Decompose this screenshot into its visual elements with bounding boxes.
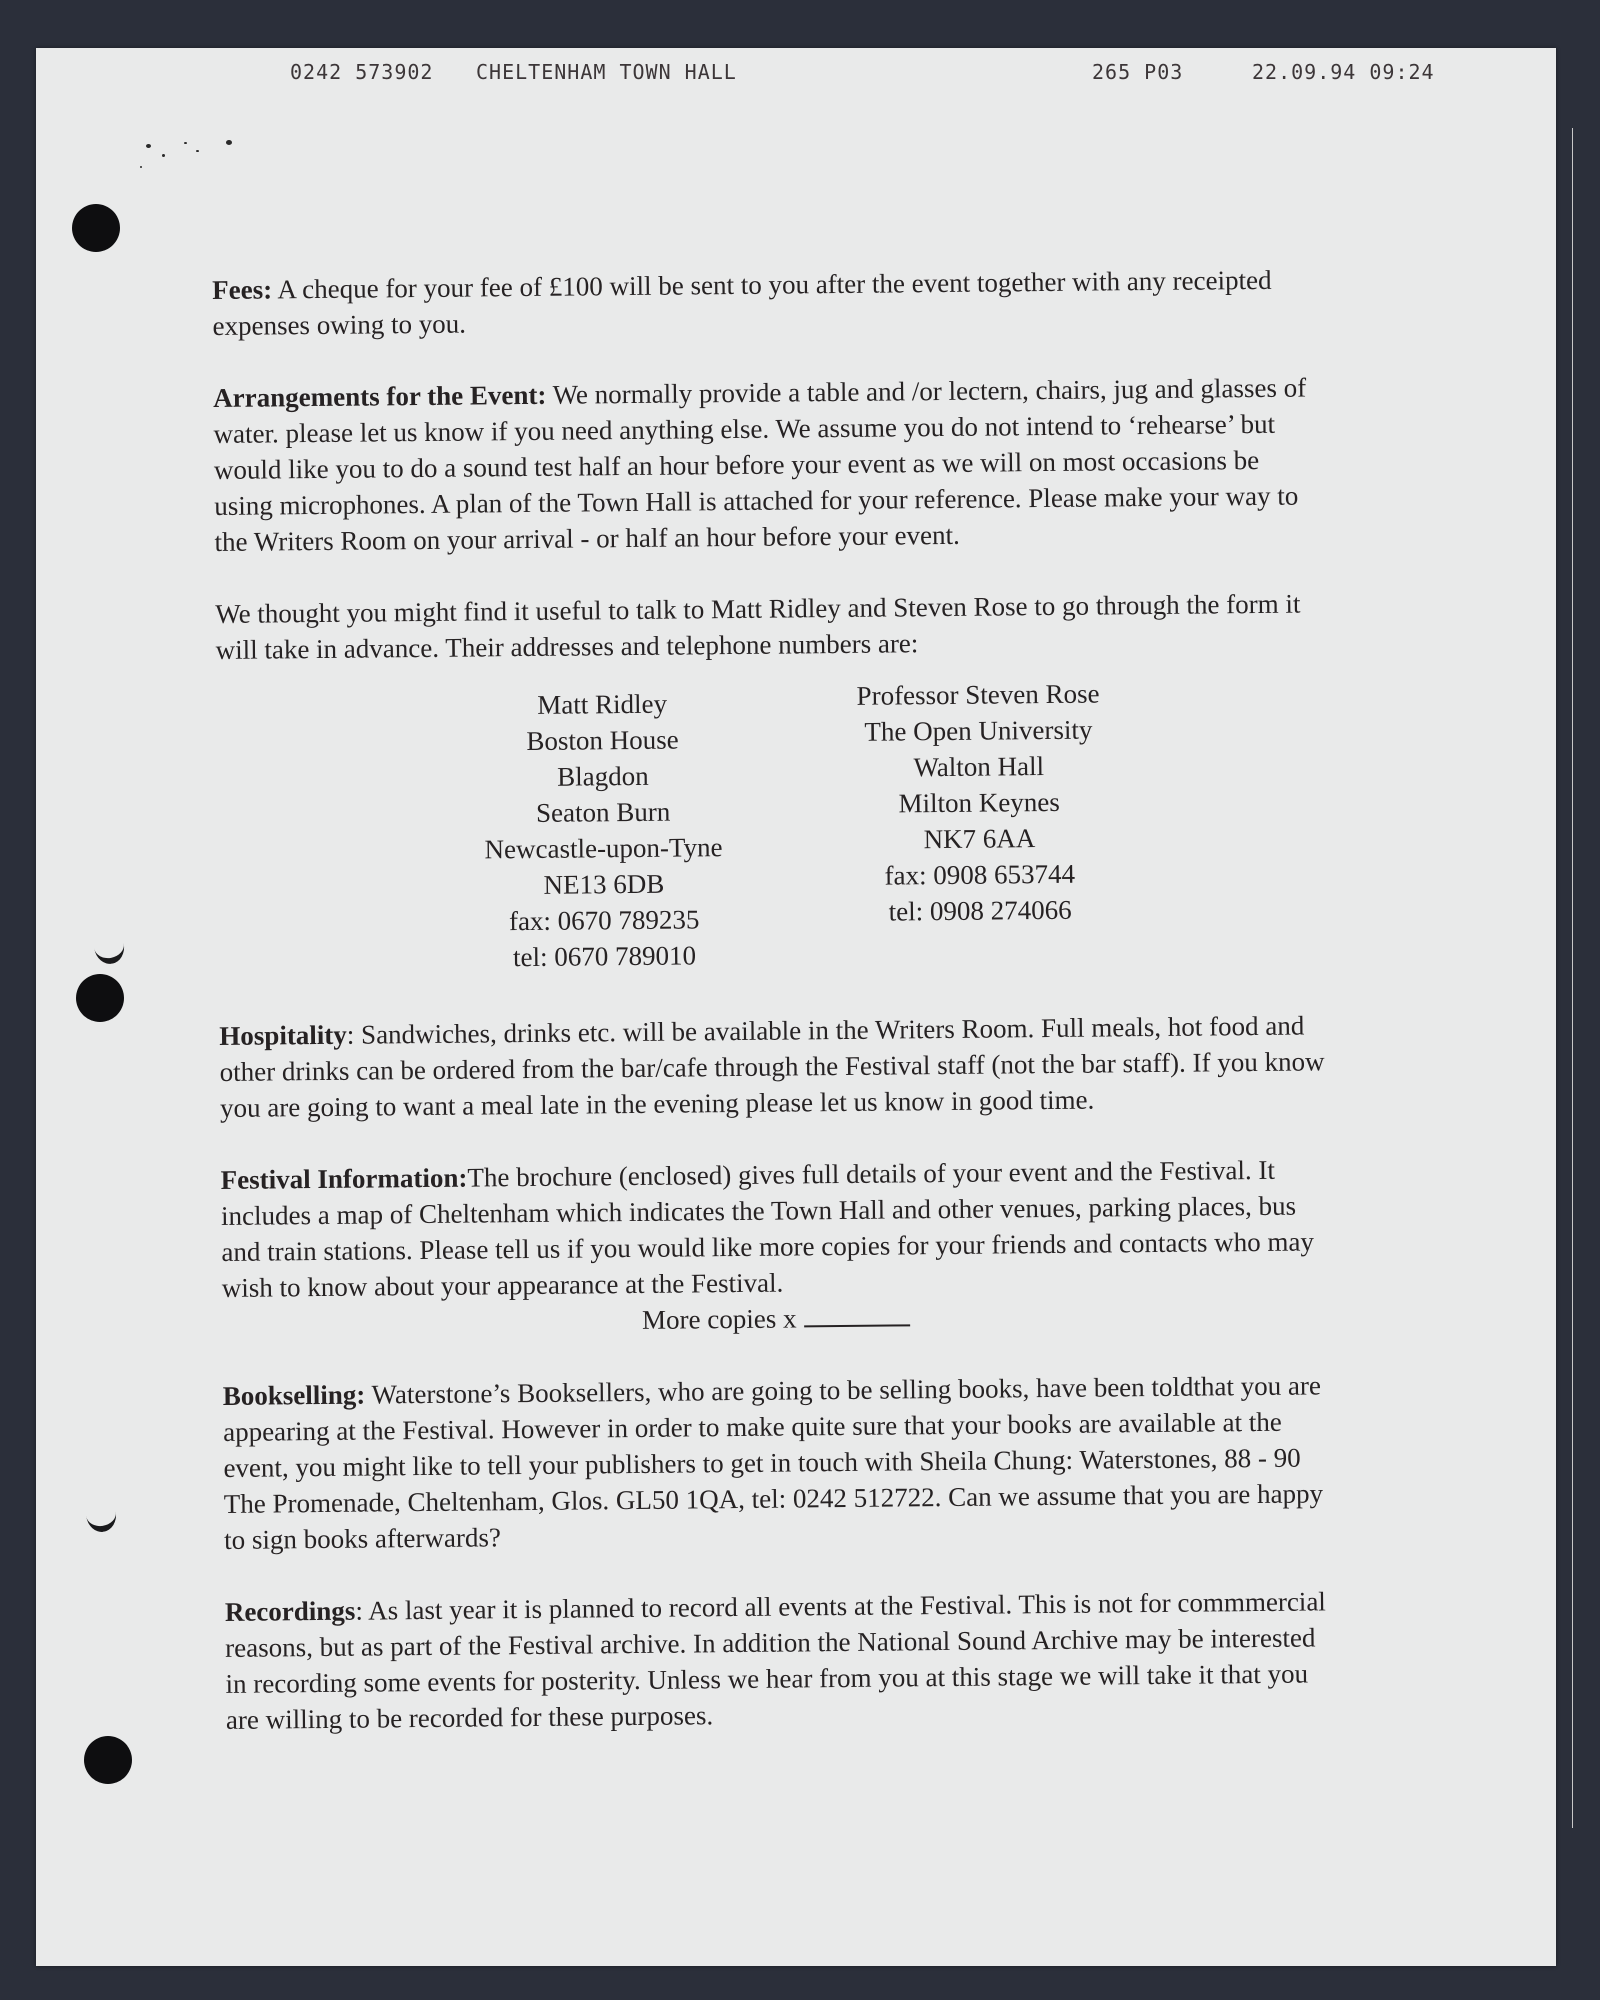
fees-heading: Fees: [212, 274, 273, 305]
address-block [216, 679, 1329, 978]
more-copies-label: More copies x [641, 1303, 797, 1335]
address-line: Walton Hall [913, 751, 1045, 783]
address-fax: fax: 0908 653744 [884, 858, 1076, 891]
scan-specks [140, 132, 260, 172]
arrangements-heading: Arrangements for the Event: [213, 379, 547, 413]
festival-info-heading: Festival Information: [220, 1162, 468, 1195]
arrangements-text: We normally provide a table and /or lectern, chairs, jug and glasses of water. please let us know if you need anything else. We assume you do not intend to ‘rehearse’ but would like you to do a sound test half an hour before your event as we will on most occasions be using microphones. A plan of the Town Hall is attached for your reference. Please make your way to the Writers Room on your arrival - or half an hour before your event. [213, 372, 1307, 557]
punch-hole [84, 1736, 132, 1784]
page-edge-line [1572, 128, 1573, 1828]
recordings-paragraph [225, 1583, 1336, 1738]
address-matt-ridley [452, 685, 755, 976]
punch-hole [76, 974, 124, 1022]
address-line: Boston House [526, 724, 679, 757]
more-copies-blank[interactable] [805, 1324, 911, 1327]
address-line: Blagdon [556, 760, 649, 792]
recordings-text: : As last year it is planned to record all events at the Festival. This is not for commmercial reasons, but as part of the Festival archive. In addition the National Sound Archive may be interested in recording some events for posterity. Unless we hear from you at this stage we will take it that you are willing to be recorded for these purposes. [225, 1586, 1326, 1735]
address-line: Newcastle-upon-Tyne [484, 832, 723, 865]
hospitality-heading: Hospitality [219, 1019, 347, 1051]
bookselling-text: Waterstone’s Booksellers, who are going to be selling books, have been toldthat you are appearing at the Festival. However in order to make quite sure that your books are available at the event, you might like to tell your publishers to get in touch with Sheila Chung: Waterstones, 88 - 90 The Promenade, Cheltenham, Glos. GL50 1QA, tel: 0242 512722. Can we assume that you are happy to sign books afterwards? [222, 1370, 1324, 1555]
arrangements-paragraph [213, 369, 1325, 560]
fax-header-page: 265 P03 [1092, 60, 1184, 84]
address-line: The Open University [864, 714, 1093, 747]
bookselling-paragraph [223, 1367, 1335, 1558]
fees-paragraph [212, 261, 1323, 344]
address-line: Milton Keynes [898, 786, 1060, 819]
fax-header-sender: CHELTENHAM TOWN HALL [476, 60, 737, 84]
bookselling-heading: Bookselling: [222, 1379, 366, 1411]
address-tel: tel: 0670 789010 [512, 940, 697, 973]
punch-hole [72, 204, 120, 252]
hospitality-paragraph [219, 1007, 1330, 1126]
address-line: NK7 6AA [923, 823, 1036, 855]
hospitality-text: : Sandwiches, drinks etc. will be available in the Writers Room. Full meals, hot food and other drinks can be ordered from the bar/cafe through the Festival staff (not the bar staff). If you know you are going to want a meal late in the evening please let us know in good time. [219, 1010, 1325, 1123]
fax-header-datetime: 22.09.94 09:24 [1252, 60, 1435, 84]
fax-header [290, 60, 1440, 90]
letter-body [212, 261, 1336, 1774]
festival-info-paragraph [221, 1151, 1332, 1306]
fax-header-phone: 0242 573902 [290, 60, 434, 84]
address-line: Matt Ridley [537, 688, 668, 720]
address-line: NE13 6DB [543, 868, 665, 900]
festival-info-text: The brochure (enclosed) gives full details of your event and the Festival. It includes a map of Cheltenham which indicates the Town Hall and other venues, parking places, bus and train stations. Please tell us if you would like more copies for your friends and contacts who may wish to know about your appearance at the Festival. [220, 1154, 1315, 1303]
fees-text: A cheque for your fee of £100 will be sent to you after the event together with any receipted expenses owing to you. [212, 264, 1272, 341]
address-line: Professor Steven Rose [856, 678, 1100, 711]
intro-paragraph: We thought you might find it useful to talk to Matt Ridley and Steven Rose to go through the form it will take in advance. Their addresses and telephone numbers are: [215, 588, 1301, 665]
recordings-heading: Recordings [224, 1595, 356, 1627]
address-line: Seaton Burn [535, 796, 671, 828]
address-steven-rose [828, 675, 1131, 972]
address-fax: fax: 0670 789235 [508, 904, 700, 937]
address-tel: tel: 0908 274066 [888, 894, 1072, 927]
